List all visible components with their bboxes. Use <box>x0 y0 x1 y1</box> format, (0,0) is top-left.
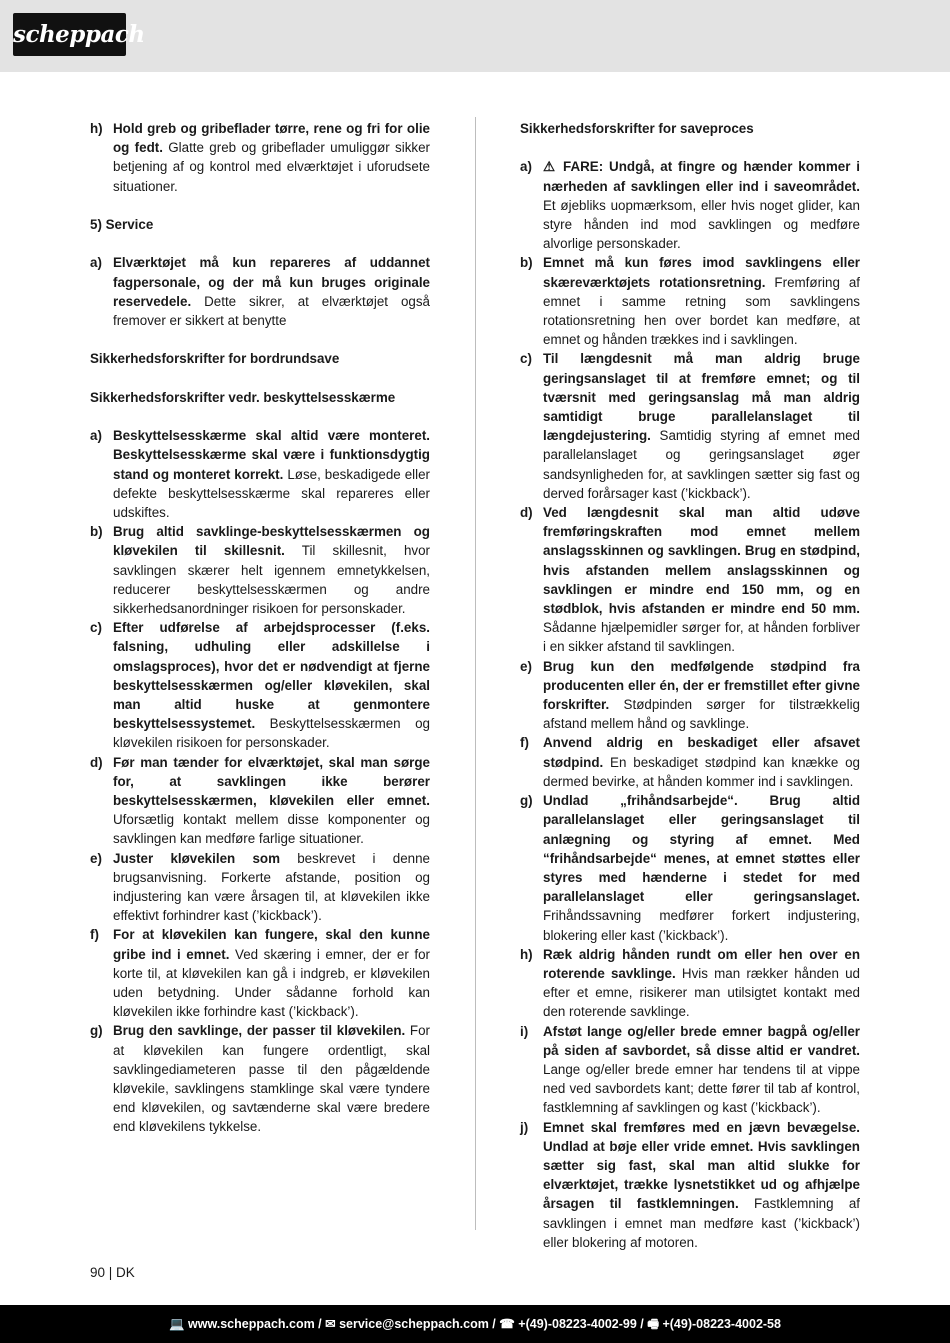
list-item <box>520 157 860 253</box>
item-bold-text: Beskyttelsesskærme skal altid være monteret. Beskyttelsesskærme skal være i funktionsdygtig stand og monteret korrekt. <box>113 428 430 482</box>
item-label: a) <box>520 159 532 175</box>
list-item <box>520 1118 860 1252</box>
item-label: h) <box>520 946 533 962</box>
item-label: d) <box>520 505 533 521</box>
item-text: Til skillesnit, hvor savklingen skærer helt igennem emnetykkelsen, reducerer beskyttelsesskærmen og andre sikkerhedsanordninger risikoen for personskader. <box>113 543 430 616</box>
item-label: i) <box>520 1023 529 1039</box>
item-bold-text: Efter udførelse af arbejdsprocesser (f.eks. falsning, udhuling eller adskillelse i omslagsproces), hvor det er nødvendigt at fjerne beskyttelsesskærmen og/eller kløvekilen, skal man altid huske at genmontere beskyttelsessystemet. <box>113 620 430 732</box>
item-bold-text: Brug kun den medfølgende stødpind fra producenten eller én, der er fremstillet efter givne forskrifter. <box>543 658 860 713</box>
warning-icon: ⚠ <box>543 159 558 175</box>
item-text: For at kløvekilen kan fungere ordentligt, skal savklingediameteren passe til den pågældende kløvekile, savklingens stamklinge skal være tyndere end kløvekilen, og savtænderne skal være bredere end kløvekilens tykkelse. <box>113 1023 430 1135</box>
list-item <box>90 1021 430 1136</box>
item-bold-text: For at kløvekilen kan fungere, skal den kunne gribe ind i emnet. <box>113 927 430 962</box>
item-text: Glatte greb og gribeflader umuliggør sikker betjening af og kontrol med elværktøjet i uforudsete situationer. <box>113 140 430 194</box>
item-label: e) <box>520 658 532 674</box>
list-item <box>520 657 860 734</box>
list-item <box>90 119 430 196</box>
item-label: b) <box>520 255 533 271</box>
page-header <box>0 0 950 72</box>
item-text: Ved skæring i emner, der er for korte til, at kløvekilen kan gå i indgreb, er kløvekilen uden betydning. Under sådanne forhold kan kløvekilen ikke forhindre kast (’kickback’). <box>113 946 430 1020</box>
list-item <box>520 945 860 1022</box>
column-divider <box>475 117 476 1230</box>
item-text: Uforsætlig kontakt mellem disse komponenter og savklingen kan medføre farlige situationer. <box>113 812 430 847</box>
list-item <box>520 349 860 503</box>
item-bold-text: Elværktøjet må kun repareres af uddannet fagpersonale, og der må kun bruges originale reservedele. <box>113 255 430 309</box>
item-text: Lange og/eller brede emner har tendens til at vippe ned ved savbordets kant; dette fører til tab af kontrol, fastklemning af savklingen og kast (’kickback’). <box>543 1061 860 1116</box>
item-bold-text: Før man tænder for elværktøjet, skal man sørge for, at savklingen ikke berører beskyttelsesskærmen, kløvekilen eller emnet. <box>113 754 430 809</box>
item-bold-text: Afstøt lange og/eller brede emner bagpå og/eller på siden af savbordet, så disse altid er vandret. <box>543 1023 860 1058</box>
page-footer: 💻 www.scheppach.com / ✉ service@scheppach.com / ☎ +(49)-08223-4002-99 / 🖷 +(49)-08223-4002-58 <box>0 1305 950 1343</box>
item-bold-text: Emnet må kun føres imod savklingens eller skæreværktøjets rotationsretning. <box>543 255 860 290</box>
item-label: b) <box>90 524 103 540</box>
item-label: c) <box>520 351 532 367</box>
section-heading-bordrundsave: Sikkerhedsforskrifter for bordrundsave <box>90 351 340 367</box>
item-bold-text: Juster kløvekilen som <box>113 850 280 866</box>
list-item <box>90 753 430 849</box>
section-heading-service: 5) Service <box>90 217 154 232</box>
item-text: Beskyttelsesskærmen og kløvekilen risikoen for personskader. <box>113 716 430 751</box>
item-label: g) <box>520 793 533 809</box>
item-bold-text: Ved længdesnit skal man altid udøve fremføringskraften mod emnet mellem anslagsskinnen og savklingen. Brug en stødpind, hvis afstanden mellem anslagsskinnen og savklingen er mindre end 150 mm, og en stødblok, hvis afstanden er mindre end 50 mm. <box>543 505 860 617</box>
item-label: f) <box>90 927 99 943</box>
list-item <box>90 426 430 522</box>
item-text: beskrevet i denne brugsanvisning. Forkerte afstande, position og indjustering kan være årsagen til, at kløvekilen ikke effektivt forhindrer kast (’kickback’). <box>113 850 430 924</box>
item-bold-text: Til længdesnit må man aldrig bruge geringsanslaget til at fremføre emnet; og til tværsnit med geringsanslag må man aldrig samtidigt bruge parallelanslaget til længdejustering. <box>543 351 860 444</box>
item-text: Fastklemning af savklingen i emnet man medføre kast (’kickback’) eller blokering af motoren. <box>543 1196 860 1250</box>
list-item <box>90 253 430 330</box>
item-label: j) <box>520 1119 529 1135</box>
list-item <box>520 503 860 657</box>
left-column <box>90 119 430 1137</box>
list-item <box>90 618 430 752</box>
right-column <box>520 119 860 1252</box>
item-bold-text: Hold greb og gribeflader tørre, rene og fri for olie og fedt. <box>113 121 430 156</box>
list-item <box>520 1022 860 1118</box>
item-bold-text: Brug altid savklinge-beskyttelsesskærmen og kløvekilen til skillesnit. <box>113 524 430 559</box>
item-text: Sådanne hjælpemidler sørger for, at hånden forbliver i en sikker afstand til savklingen. <box>543 620 860 655</box>
item-label: d) <box>90 754 103 770</box>
item-label: c) <box>90 620 102 636</box>
item-text: En beskadiget stødpind kan knække og dermed bevirke, at hånden kommer ind i savklingen. <box>543 754 860 789</box>
scheppach-logo: scheppach <box>13 13 126 56</box>
item-bold-text: Anvend aldrig en beskadiget eller afsavet stødpind. <box>543 735 860 770</box>
item-text: Hvis man rækker hånden ud efter et emne, risikerer man utilsigtet kontakt med den roterende savklinge. <box>543 965 860 1020</box>
list-item <box>520 791 860 945</box>
item-label: g) <box>90 1023 103 1039</box>
item-text: Løse, beskadigede eller defekte beskyttelsesskærme skal repareres eller udskiftes. <box>113 466 430 520</box>
item-label: e) <box>90 850 102 866</box>
item-bold-text: Undlad „frihåndsarbejde“. Brug altid parallelanslaget eller geringsanslaget til anlægning og styring af emnet. Med “frihåndsarbejde“ menes, at emnet støttes eller styres med hænderne i stedet for med parallelanslaget eller geringsanslaget. <box>543 793 860 905</box>
list-item <box>90 522 430 618</box>
item-label: f) <box>520 735 529 751</box>
item-text: Et øjebliks uopmærksom, eller hvis noget glider, kan styre hånden ind mod savklingen og medføre alvorlige personskader. <box>543 197 860 252</box>
list-item <box>90 925 430 1021</box>
item-text: Fremføring af emnet i samme retning som savklingens rotationsretning hen over bordet kan medføre, at emnet og hånden trækkes ind i savklingen. <box>543 274 860 348</box>
section-heading-beskyttelsesskaerme: Sikkerhedsforskrifter vedr. beskyttelsesskærme <box>90 389 396 405</box>
item-bold-text: Ræk aldrig hånden rundt om eller hen over en roterende savklinge. <box>543 946 860 981</box>
item-bold-text: Brug den savklinge, der passer til kløvekilen. <box>113 1023 406 1039</box>
item-text: Samtidig styring af emnet med parallelanslaget og geringsanslaget øger sandsynligheden for, at savklingen sætter sig fast og derved forårsager kast (’kickback’). <box>543 428 860 501</box>
item-bold-text: Emnet skal fremføres med en jævn bevægelse. Undlad at bøje eller vride emnet. Hvis savklingen sætter sig fast, skal man altid slukke for elværktøjet, trække lysnetstikket ud og afhjælpe årsagen til fastklemningen. <box>543 1119 860 1212</box>
section-heading-saveproces: Sikkerhedsforskrifter for saveproces <box>520 121 754 136</box>
item-label: a) <box>90 428 102 444</box>
page-number: 90 | DK <box>90 1265 135 1280</box>
item-text: Dette sikrer, at elværktøjet også fremover er sikkert at benytte <box>113 293 430 328</box>
list-item <box>520 733 860 791</box>
item-text: Stødpinden sørger for tilstrækkelig afstand mellem hånd og savklinge. <box>543 697 860 732</box>
list-item <box>90 849 430 926</box>
item-bold-text: FARE: Undgå, at fingre og hænder kommer i nærheden af savklingen eller ind i saveområdet. <box>543 159 860 194</box>
item-label: a) <box>90 255 102 271</box>
item-text: Frihåndssavning medfører forkert indjustering, blokering eller kast (’kickback’). <box>543 908 860 943</box>
list-item <box>520 253 860 349</box>
item-label: h) <box>90 121 103 136</box>
